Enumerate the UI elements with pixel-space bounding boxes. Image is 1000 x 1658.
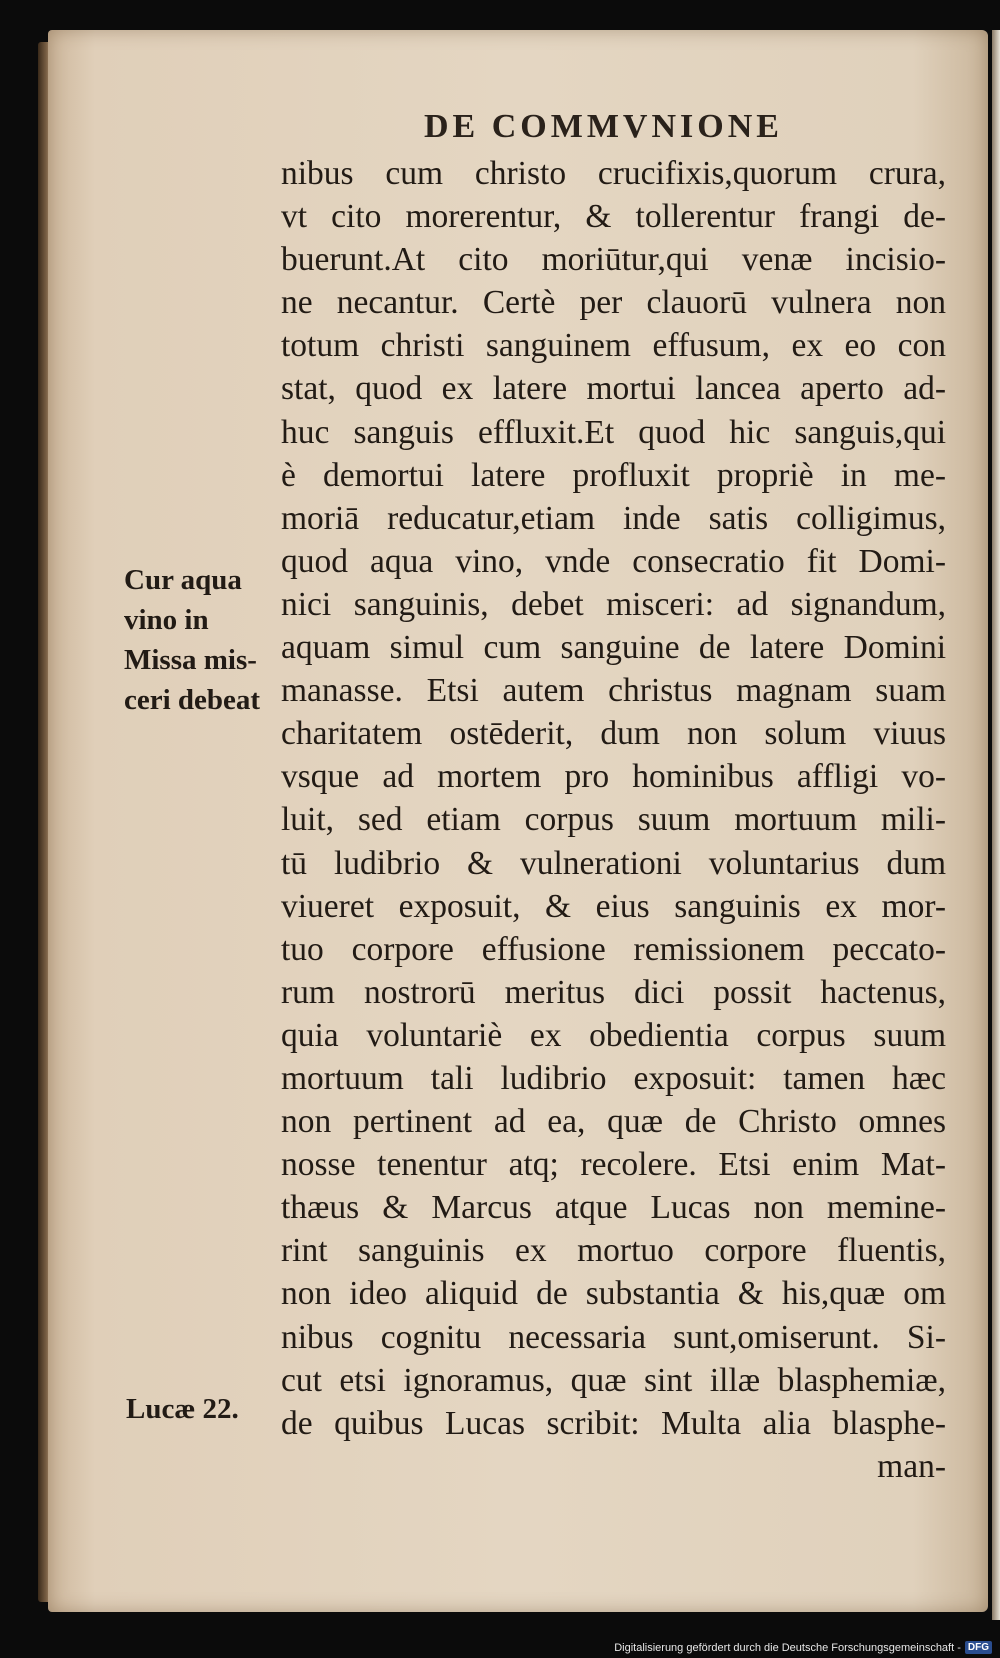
margin-note-line: ceri debeat [124, 684, 261, 716]
text-line: tuo corpore effusione remissionem peccato- [281, 930, 946, 968]
text-line: aquam simul cum sanguine de latere Domini [281, 629, 946, 667]
text-line: quod aqua vino, vnde consecratio fit Domi- [281, 542, 946, 580]
text-line: è demortui latere profluxit propriè in me- [281, 456, 946, 494]
digitization-footer [614, 1641, 992, 1654]
text-line: de quibus Lucas scribit: Multa alia blasphe- [281, 1404, 946, 1442]
margin-reference: Lucæ 22. [126, 1393, 239, 1425]
text-line: huc sanguis effluxit.Et quod hic sanguis,qui [281, 413, 946, 451]
running-title: DE COMMVNIONE [424, 108, 783, 145]
body-text [281, 152, 946, 1488]
text-line: nosse tenentur atq; recolere. Etsi enim Mat- [281, 1146, 946, 1184]
footer-text: Digitalisierung gefördert durch die Deutsche Forschungsgemeinschaft - [614, 1641, 961, 1654]
text-line: cut etsi ignoramus, quæ sint illæ blasphemiæ, [281, 1361, 946, 1399]
page-right-edge [992, 30, 1000, 1620]
text-line: moriā reducatur,etiam inde satis colligimus, [281, 499, 946, 537]
text-line: mortuum tali ludibrio exposuit: tamen hæc [281, 1059, 946, 1097]
margin-note-line: Cur aqua [124, 564, 242, 596]
text-line: nibus cum christo crucifixis,quorum crura, [281, 155, 946, 192]
text-line: vt cito morerentur, & tollerentur frangi de- [281, 198, 946, 236]
margin-note-line: Missa mis- [124, 644, 257, 676]
text-line: nici sanguinis, debet misceri: ad signandum, [281, 585, 946, 623]
margin-note-line: vino in [124, 604, 209, 636]
text-line: luit, sed etiam corpus suum mortuum mili- [281, 801, 946, 839]
text-line: nibus cognitu necessaria sunt,omiserunt. Si- [281, 1318, 946, 1356]
text-line: non pertinent ad ea, quæ de Christo omnes [281, 1103, 946, 1141]
text-line: manasse. Etsi autem christus magnam suam [281, 672, 946, 710]
dfg-logo: DFG [965, 1641, 992, 1654]
catchword: man- [877, 1447, 946, 1485]
text-line: buerunt.At cito moriūtur,qui venæ incisio- [281, 241, 946, 279]
text-line: quia voluntariè ex obedientia corpus suum [281, 1016, 946, 1054]
text-line: charitatem ostēderit, dum non solum viuus [281, 715, 946, 753]
text-line: thæus & Marcus atque Lucas non memine- [281, 1189, 946, 1227]
text-line: totum christi sanguinem effusum, ex eo con [281, 327, 946, 365]
text-line: viueret exposuit, & eius sanguinis ex mor- [281, 887, 946, 925]
text-line: tū ludibrio & vulnerationi voluntarius dum [281, 844, 946, 882]
text-line: non ideo aliquid de substantia & his,quæ om [281, 1275, 946, 1313]
text-line: rint sanguinis ex mortuo corpore fluentis, [281, 1232, 946, 1270]
text-line: rum nostrorū meritus dici possit hactenus, [281, 973, 946, 1011]
text-line: stat, quod ex latere mortui lancea aperto ad- [281, 370, 946, 408]
margin-note [124, 560, 282, 720]
text-line: ne necantur. Certè per clauorū vulnera non [281, 284, 946, 322]
text-line: vsque ad mortem pro hominibus affligi vo- [281, 758, 946, 796]
